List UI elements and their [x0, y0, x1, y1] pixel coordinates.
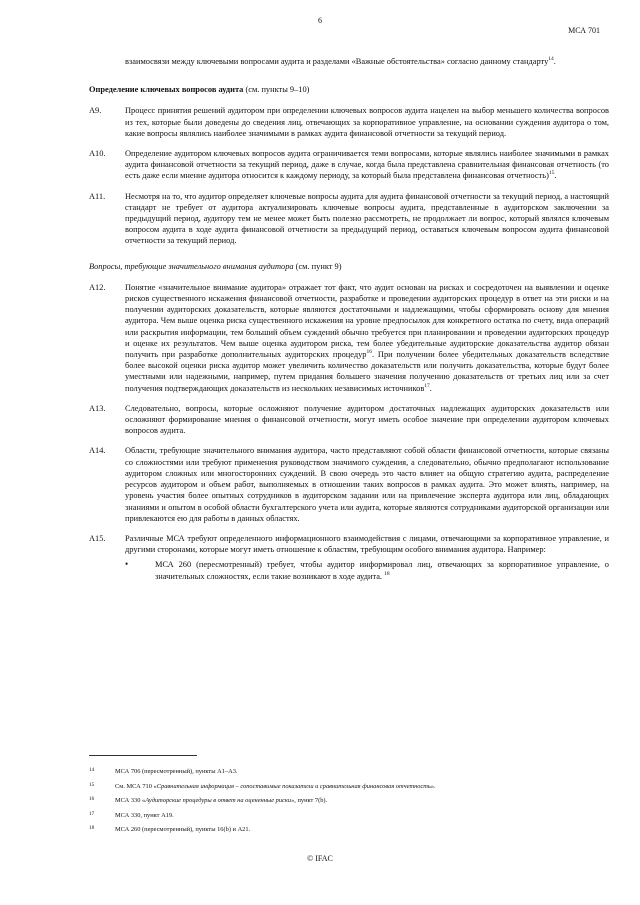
- copyright-footer: © IFAC: [307, 854, 333, 863]
- paragraph-a14: [89, 445, 609, 523]
- paragraph-text: Несмотря на то, что аудитор определяет ключевые вопросы аудита для аудита финансовой отчетности за текущий период, а настоящий стандарт не требует от аудитора актуализировать ключевые вопросы аудита, представленные в аудиторском заключении за предыдущий период, аудитору тем не менее может быть полезно рассмотреть, не продолжает ли вопрос, который являлся ключевым вопросом аудита в ходе аудита финансовой отчетности за предыдущий период, оставаться ключевым вопросом аудита финансовой отчетности за текущий период.: [125, 191, 609, 246]
- bullet-text: МСА 260 (пересмотренный) требует, чтобы аудитор информировал лиц, отвечающих за корпоративное управление, о значительных сложностях, если такие возникают в ходе аудита. $^{18}$: [155, 560, 609, 581]
- paragraph-text: Процесс принятия решений аудитором при определении ключевых вопросов аудита нацелен на выбор меньшего количества вопросов из тех, которые были доведены до сведения лиц, отвечающих за корпоративное управление, на основании суждения аудитора о том, какие вопросы являлись наиболее значимыми в рамках аудита финансовой отчетности за текущий период.: [125, 106, 609, 138]
- paragraph-text: Различные МСА требуют определенного информационного взаимодействия с лицами, отвечающими за корпоративное управление, и другими сторонами, которые могут иметь отношение к областям, требующим особого внимания аудитора. Например:: [125, 533, 609, 555]
- bullet-item: [125, 559, 609, 581]
- paragraph-a11: [89, 191, 609, 247]
- paragraph-number: A9.: [89, 106, 102, 116]
- footnote-ref-15[interactable]: 15: [548, 170, 555, 177]
- paragraph-number: A13.: [89, 403, 106, 413]
- section-heading-significant-attention: Вопросы, требующие значительного внимания аудитора (см. пункт 9): [89, 261, 342, 271]
- footnote-15: 15 См. МСА 710 «Сравнительная информация – сопоставимые показатели и сравнительная финансовая отчетность».: [89, 781, 436, 790]
- footnote-17: 17 МСА 330, пункт A19.: [89, 810, 174, 819]
- footnote-16: 16 МСА 330 «Аудиторские процедуры в ответ на оцененные риски», пункт 7(b).: [89, 796, 328, 804]
- footnote-ref-14[interactable]: 14: [548, 56, 554, 63]
- paragraph-number: A14.: [89, 446, 106, 456]
- paragraph-a10: [89, 148, 609, 182]
- paragraph-number: A10.: [89, 149, 106, 159]
- footnote-ref-16[interactable]: 16: [366, 349, 372, 356]
- paragraph-number: A11.: [89, 191, 106, 201]
- body-content: [89, 56, 609, 582]
- paragraph-number: A12.: [89, 282, 106, 292]
- paragraph-text: Понятие «значительное внимание аудитора» отражает тот факт, что аудит основан на рисках и сосредоточен на выявлении и оценке рисков существенного искажения финансовой отчетности, разработке и проведении аудиторских процедур в ответ на эти риски и на получении аудиторских доказательств, которые являются достаточными и надлежащими, чтобы сформировать основу для мнения аудитора. Чем выше оценка риска существенного искажения на уровне предпосылок для конкретного остатка по счету, вида операций или раскрытия информации, тем больший объем суждений обычно требуется при планировании и проведении аудиторских процедур и оценке их результатов. Чем выше оценка аудитором риска, тем более убедительные аудиторские доказательства аудитор обязан получить при разработке дополнительных аудиторских процедур$^{16}$. При получении более убедительных доказательств вследствие более высокой оценки риска аудитор может увеличить количество доказательств или получить доказательства, которые будут более уместными или надежными, например, путем придания большего значения получению доказательств от третьих лиц или за счет получения подтверждающих доказательств из нескольких независимых источников$^{17}$.: [125, 282, 609, 393]
- continuation-paragraph: взаимосвязи между ключевыми вопросами аудита и разделами «Важные обстоятельства» согласно данному стандарту$^{14}$.: [125, 56, 556, 66]
- bullet-icon: •: [125, 559, 129, 570]
- section-heading-key-matters: Определение ключевых вопросов аудита (см. пункты 9–10): [89, 85, 310, 95]
- paragraph-number: A15.: [89, 533, 106, 543]
- footnotes: [89, 768, 609, 841]
- standard-label: МСА 701: [568, 26, 600, 35]
- paragraph-a13: [89, 403, 609, 437]
- paragraph-text: Следовательно, вопросы, которые осложняют получение аудитором достаточных надлежащих аудиторских доказательств или осложняют формирование мнения о финансовой отчетности, могут иметь особое значение при определении аудитором ключевых вопросов аудита.: [125, 403, 609, 436]
- footnote-ref-18[interactable]: 18: [384, 570, 390, 577]
- footnote-18: 18 МСА 260 (пересмотренный), пункты 16(b) и A21.: [89, 825, 251, 833]
- paragraph-a15: [89, 533, 609, 555]
- footnote-14: 14 МСА 706 (пересмотренный), пункты A1–A3.: [89, 767, 238, 775]
- paragraph-a9: [89, 105, 609, 139]
- page-number: 6: [318, 16, 322, 25]
- paragraph-text: Области, требующие значительного внимания аудитора, часто представляют собой области финансовой отчетности, которые связаны со сложностями или требуют применения руководством значимого суждения, а следовательно, обычно предполагают использование аудитором сложных или многосторонних суждений. В свою очередь это часто влияет на общую стратегию аудита, распределение ресурсов аудитором и объем работ, выполняемых в отношении таких вопросов в рамках аудита. Это может влиять, например, на уровень участия более опытных сотрудников в аудиторском задании или на привлечение эксперта аудитора или лиц, обладающих знаниями и опытом в особой области бухгалтерского учета или аудита, которые являются сотрудниками аудиторской организации или привлекаются ею для работы в данных областях.: [125, 446, 609, 523]
- footnote-divider: [89, 755, 197, 756]
- paragraph-text: Определение аудитором ключевых вопросов аудита ограничивается теми вопросами, которые являлись наиболее значимыми в рамках аудита финансовой отчетности за текущий период, даже в случае, когда была представлена сравнительная финансовая отчетность (то есть даже если мнение аудитора относится к каждому периоду, за который была представлена финансовая отчетность)$^{15}$.: [125, 149, 609, 181]
- paragraph-a12: [89, 282, 609, 394]
- footnote-ref-17[interactable]: 17: [424, 382, 430, 389]
